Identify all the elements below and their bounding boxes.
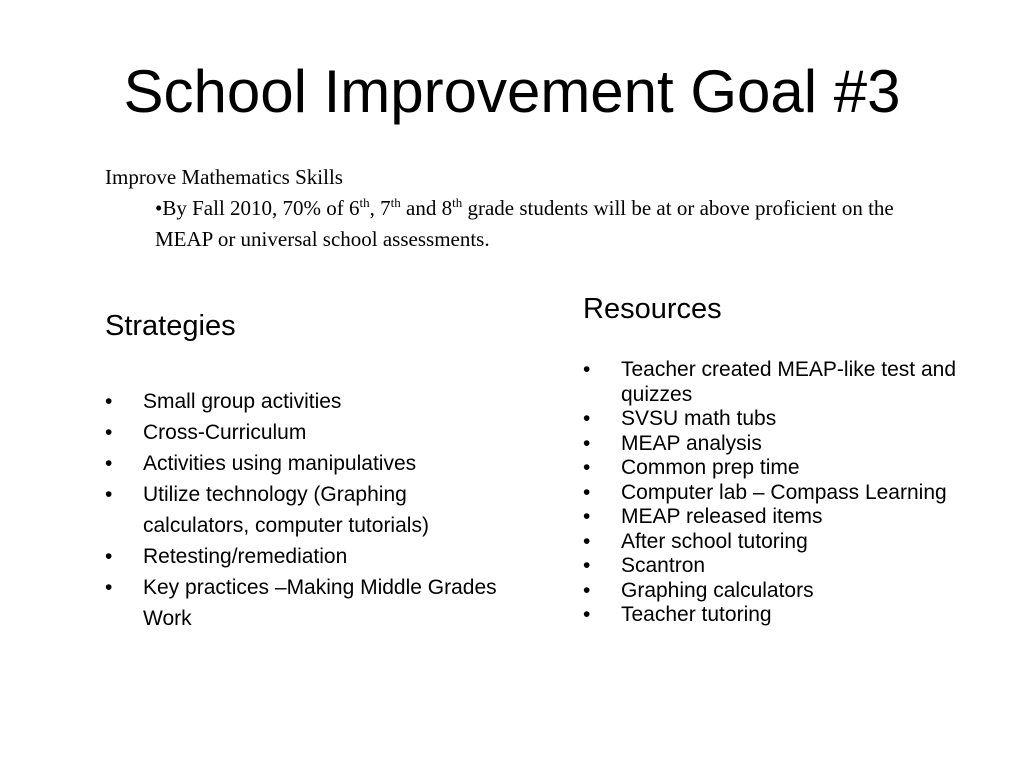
- list-item-text: Graphing calculators: [621, 578, 814, 602]
- list-item-text: SVSU math tubs: [621, 407, 777, 430]
- list-item: [583, 603, 993, 628]
- bullet-icon: •: [583, 529, 591, 553]
- list-item-text: MEAP released items: [621, 505, 823, 528]
- resources-heading: Resources: [583, 293, 722, 325]
- goal-detail-part: •By Fall 2010, 70% of 6: [155, 196, 360, 220]
- list-item: [105, 448, 505, 479]
- bullet-icon: •: [583, 505, 591, 528]
- goal-detail-part: , 7: [369, 196, 391, 220]
- slide-title: School Improvement Goal #3: [123, 58, 901, 125]
- list-item: [105, 572, 505, 634]
- goal-detail-part: and 8: [400, 196, 453, 220]
- list-item-text: Activities using manipulatives: [143, 452, 417, 475]
- list-item: [583, 358, 993, 407]
- list-item-text: Scantron: [621, 554, 706, 577]
- bullet-icon: •: [105, 390, 113, 413]
- goal-detail: [155, 193, 925, 255]
- bullet-icon: •: [105, 576, 113, 599]
- resources-list: [583, 358, 993, 628]
- bullet-icon: •: [105, 452, 113, 475]
- list-item: [105, 479, 505, 541]
- list-item: [583, 579, 993, 604]
- list-item: [105, 386, 505, 417]
- list-item-text: Key practices –Making Middle Grades Work: [143, 576, 497, 630]
- ordinal-suffix: th: [359, 195, 370, 210]
- list-item: [583, 432, 993, 457]
- list-item-text: Teacher tutoring: [621, 603, 772, 626]
- goal-detail-part: grade students will be at or above proficient on the MEAP or universal school assessments.: [155, 196, 894, 251]
- list-item: [105, 417, 505, 448]
- list-item-text: Computer lab – Compass Learning: [621, 480, 947, 504]
- bullet-icon: •: [583, 358, 591, 381]
- list-item-text: After school tutoring: [621, 529, 808, 553]
- list-item: [583, 407, 993, 432]
- list-item: [583, 505, 993, 530]
- list-item-text: Utilize technology (Graphing calculators, computer tutorials): [143, 483, 429, 537]
- list-item: [583, 481, 993, 506]
- bullet-icon: •: [583, 554, 591, 577]
- bullet-icon: •: [583, 603, 591, 626]
- list-item-text: MEAP analysis: [621, 431, 762, 455]
- goal-block: [105, 162, 925, 255]
- bullet-icon: •: [583, 407, 591, 430]
- list-item-text: Small group activities: [143, 390, 342, 413]
- list-item: [583, 530, 993, 555]
- ordinal-suffix: th: [452, 195, 463, 210]
- ordinal-suffix: th: [390, 195, 401, 210]
- list-item: [583, 554, 993, 579]
- bullet-icon: •: [583, 578, 591, 602]
- bullet-icon: •: [105, 545, 113, 568]
- goal-heading: Improve Mathematics Skills: [105, 165, 343, 189]
- bullet-icon: •: [105, 421, 113, 444]
- list-item-text: Common prep time: [621, 456, 800, 479]
- list-item-text: Retesting/remediation: [143, 545, 348, 568]
- list-item: [583, 456, 993, 481]
- bullet-icon: •: [583, 431, 591, 455]
- bullet-icon: •: [583, 480, 591, 504]
- strategies-heading: Strategies: [105, 310, 236, 342]
- strategies-list: [105, 386, 505, 634]
- list-item-text: Teacher created MEAP-like test and quizzes: [621, 358, 956, 406]
- list-item-text: Cross-Curriculum: [143, 421, 307, 444]
- bullet-icon: •: [105, 483, 113, 506]
- bullet-icon: •: [583, 456, 591, 479]
- list-item: [105, 541, 505, 572]
